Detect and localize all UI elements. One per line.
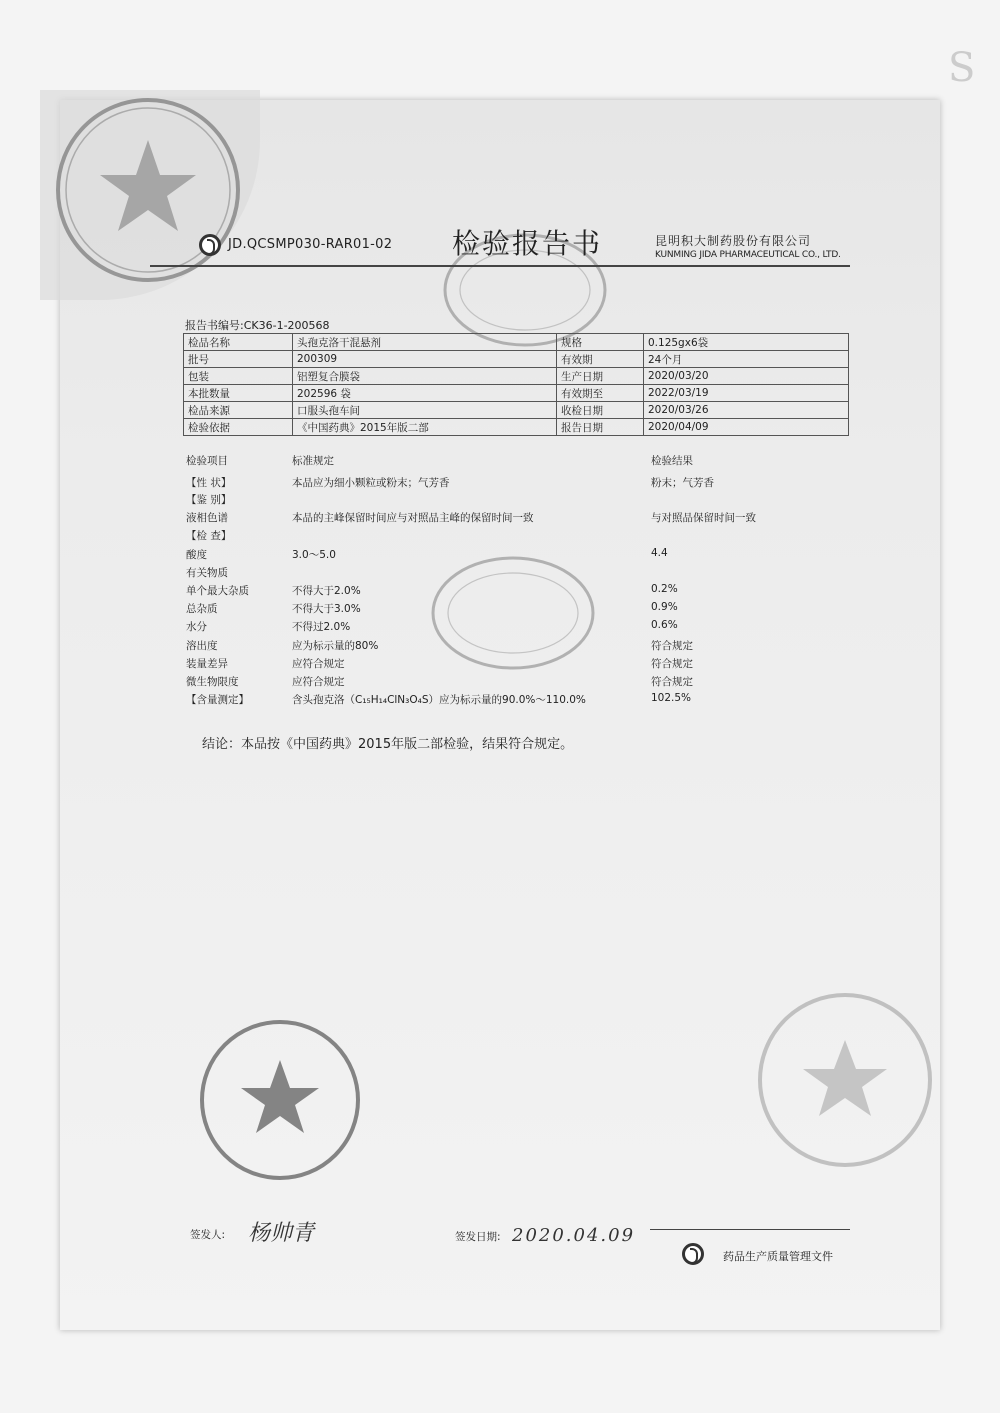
cell-label: 有效期至 bbox=[557, 385, 644, 402]
cell-value: 头孢克洛干混悬剂 bbox=[293, 334, 557, 351]
test-item: 微生物限度 bbox=[186, 676, 239, 688]
cell-value: 24个月 bbox=[644, 351, 849, 368]
test-item: 溶出度 bbox=[186, 640, 218, 652]
cell-label: 规格 bbox=[557, 334, 644, 351]
table-row bbox=[184, 419, 849, 436]
footer-text: 药品生产质量管理文件 bbox=[723, 1250, 833, 1263]
test-result: 符合规定 bbox=[651, 640, 693, 652]
test-standard: 本品应为细小颗粒或粉末；气芳香 bbox=[292, 477, 450, 489]
test-result: 与对照品保留时间一致 bbox=[651, 512, 756, 524]
test-standard: 含头孢克洛（C₁₅H₁₄ClN₃O₄S）应为标示量的90.0%～110.0% bbox=[292, 694, 586, 706]
cell-label: 本批数量 bbox=[184, 385, 293, 402]
test-result: 粉末；气芳香 bbox=[651, 477, 714, 489]
test-item: 总杂质 bbox=[186, 603, 218, 615]
test-item: 有关物质 bbox=[186, 567, 228, 579]
test-standard: 不得过2.0% bbox=[292, 621, 351, 633]
cell-label: 包装 bbox=[184, 368, 293, 385]
test-item: 【检 查】 bbox=[186, 530, 232, 542]
cell-label: 检验依据 bbox=[184, 419, 293, 436]
cell-label: 检品来源 bbox=[184, 402, 293, 419]
test-result: 符合规定 bbox=[651, 658, 693, 670]
stamp-center-middle bbox=[428, 548, 598, 678]
cell-value: 2020/03/20 bbox=[644, 368, 849, 385]
test-standard: 应符合规定 bbox=[292, 658, 345, 670]
scan-mark: S bbox=[948, 45, 976, 91]
footer-logo-icon bbox=[682, 1243, 704, 1265]
cell-value: 200309 bbox=[293, 351, 557, 368]
document-code: JD.QCSMP030-RAR01-02 bbox=[228, 237, 393, 252]
test-item: 水分 bbox=[186, 621, 207, 633]
test-result: 4.4 bbox=[651, 547, 668, 559]
footer-rule bbox=[650, 1229, 850, 1230]
test-result: 检验结果 bbox=[651, 455, 693, 467]
test-result: 0.6% bbox=[651, 619, 678, 631]
test-result: 0.9% bbox=[651, 601, 678, 613]
test-standard: 应为标示量的80% bbox=[292, 640, 379, 652]
info-table bbox=[183, 333, 849, 436]
stamp-bottom-right bbox=[740, 985, 950, 1175]
test-standard: 本品的主峰保留时间应与对照品主峰的保留时间一致 bbox=[292, 512, 534, 524]
test-item: 【鉴 别】 bbox=[186, 494, 232, 506]
conclusion-text: 结论：本品按《中国药典》2015年版二部检验，结果符合规定。 bbox=[202, 737, 574, 752]
issuer-label: 签发人: bbox=[190, 1229, 226, 1241]
test-standard: 应符合规定 bbox=[292, 676, 345, 688]
test-result: 102.5% bbox=[651, 692, 692, 704]
test-standard: 不得大于3.0% bbox=[292, 603, 361, 615]
stamp-bottom-left bbox=[195, 1015, 365, 1185]
test-item: 检验项目 bbox=[186, 455, 228, 467]
table-row bbox=[184, 368, 849, 385]
cell-value: 《中国药典》2015年版二部 bbox=[293, 419, 557, 436]
test-item: 液相色谱 bbox=[186, 512, 228, 524]
stamp-top-left bbox=[38, 85, 258, 295]
issue-date-value: 2020.04.09 bbox=[512, 1225, 636, 1246]
test-item: 酸度 bbox=[186, 549, 207, 561]
header-rule bbox=[150, 265, 850, 267]
test-item: 【性 状】 bbox=[186, 477, 232, 489]
company-logo-icon bbox=[199, 234, 221, 256]
company-name-cn: 昆明积大制药股份有限公司 bbox=[655, 234, 812, 248]
table-row bbox=[184, 385, 849, 402]
cell-label: 报告日期 bbox=[557, 419, 644, 436]
test-item: 单个最大杂质 bbox=[186, 585, 249, 597]
cell-value: 2020/03/26 bbox=[644, 402, 849, 419]
table-row bbox=[184, 334, 849, 351]
cell-label: 有效期 bbox=[557, 351, 644, 368]
cell-value: 2022/03/19 bbox=[644, 385, 849, 402]
cell-label: 批号 bbox=[184, 351, 293, 368]
table-row bbox=[184, 402, 849, 419]
test-item: 装量差异 bbox=[186, 658, 228, 670]
table-row bbox=[184, 351, 849, 368]
cell-value: 0.125gx6袋 bbox=[644, 334, 849, 351]
test-item: 【含量测定】 bbox=[186, 694, 249, 706]
company-name-en: KUNMING JIDA PHARMACEUTICAL CO., LTD. bbox=[655, 250, 841, 260]
issuer-signature: 杨帅青 bbox=[248, 1221, 315, 1246]
report-number: 报告书编号:CK36-1-200568 bbox=[185, 319, 330, 332]
cell-value: 口服头孢车间 bbox=[293, 402, 557, 419]
test-standard: 不得大于2.0% bbox=[292, 585, 361, 597]
cell-value: 202596 袋 bbox=[293, 385, 557, 402]
cell-value: 2020/04/09 bbox=[644, 419, 849, 436]
page-title: 检验报告书 bbox=[452, 227, 603, 260]
cell-label: 检品名称 bbox=[184, 334, 293, 351]
issue-date-label: 签发日期: bbox=[455, 1231, 501, 1243]
test-standard: 3.0～5.0 bbox=[292, 549, 336, 561]
test-result: 0.2% bbox=[651, 583, 678, 595]
cell-label: 收检日期 bbox=[557, 402, 644, 419]
test-standard: 标准规定 bbox=[292, 455, 334, 467]
cell-value: 铝塑复合膜袋 bbox=[293, 368, 557, 385]
cell-label: 生产日期 bbox=[557, 368, 644, 385]
test-result: 符合规定 bbox=[651, 676, 693, 688]
